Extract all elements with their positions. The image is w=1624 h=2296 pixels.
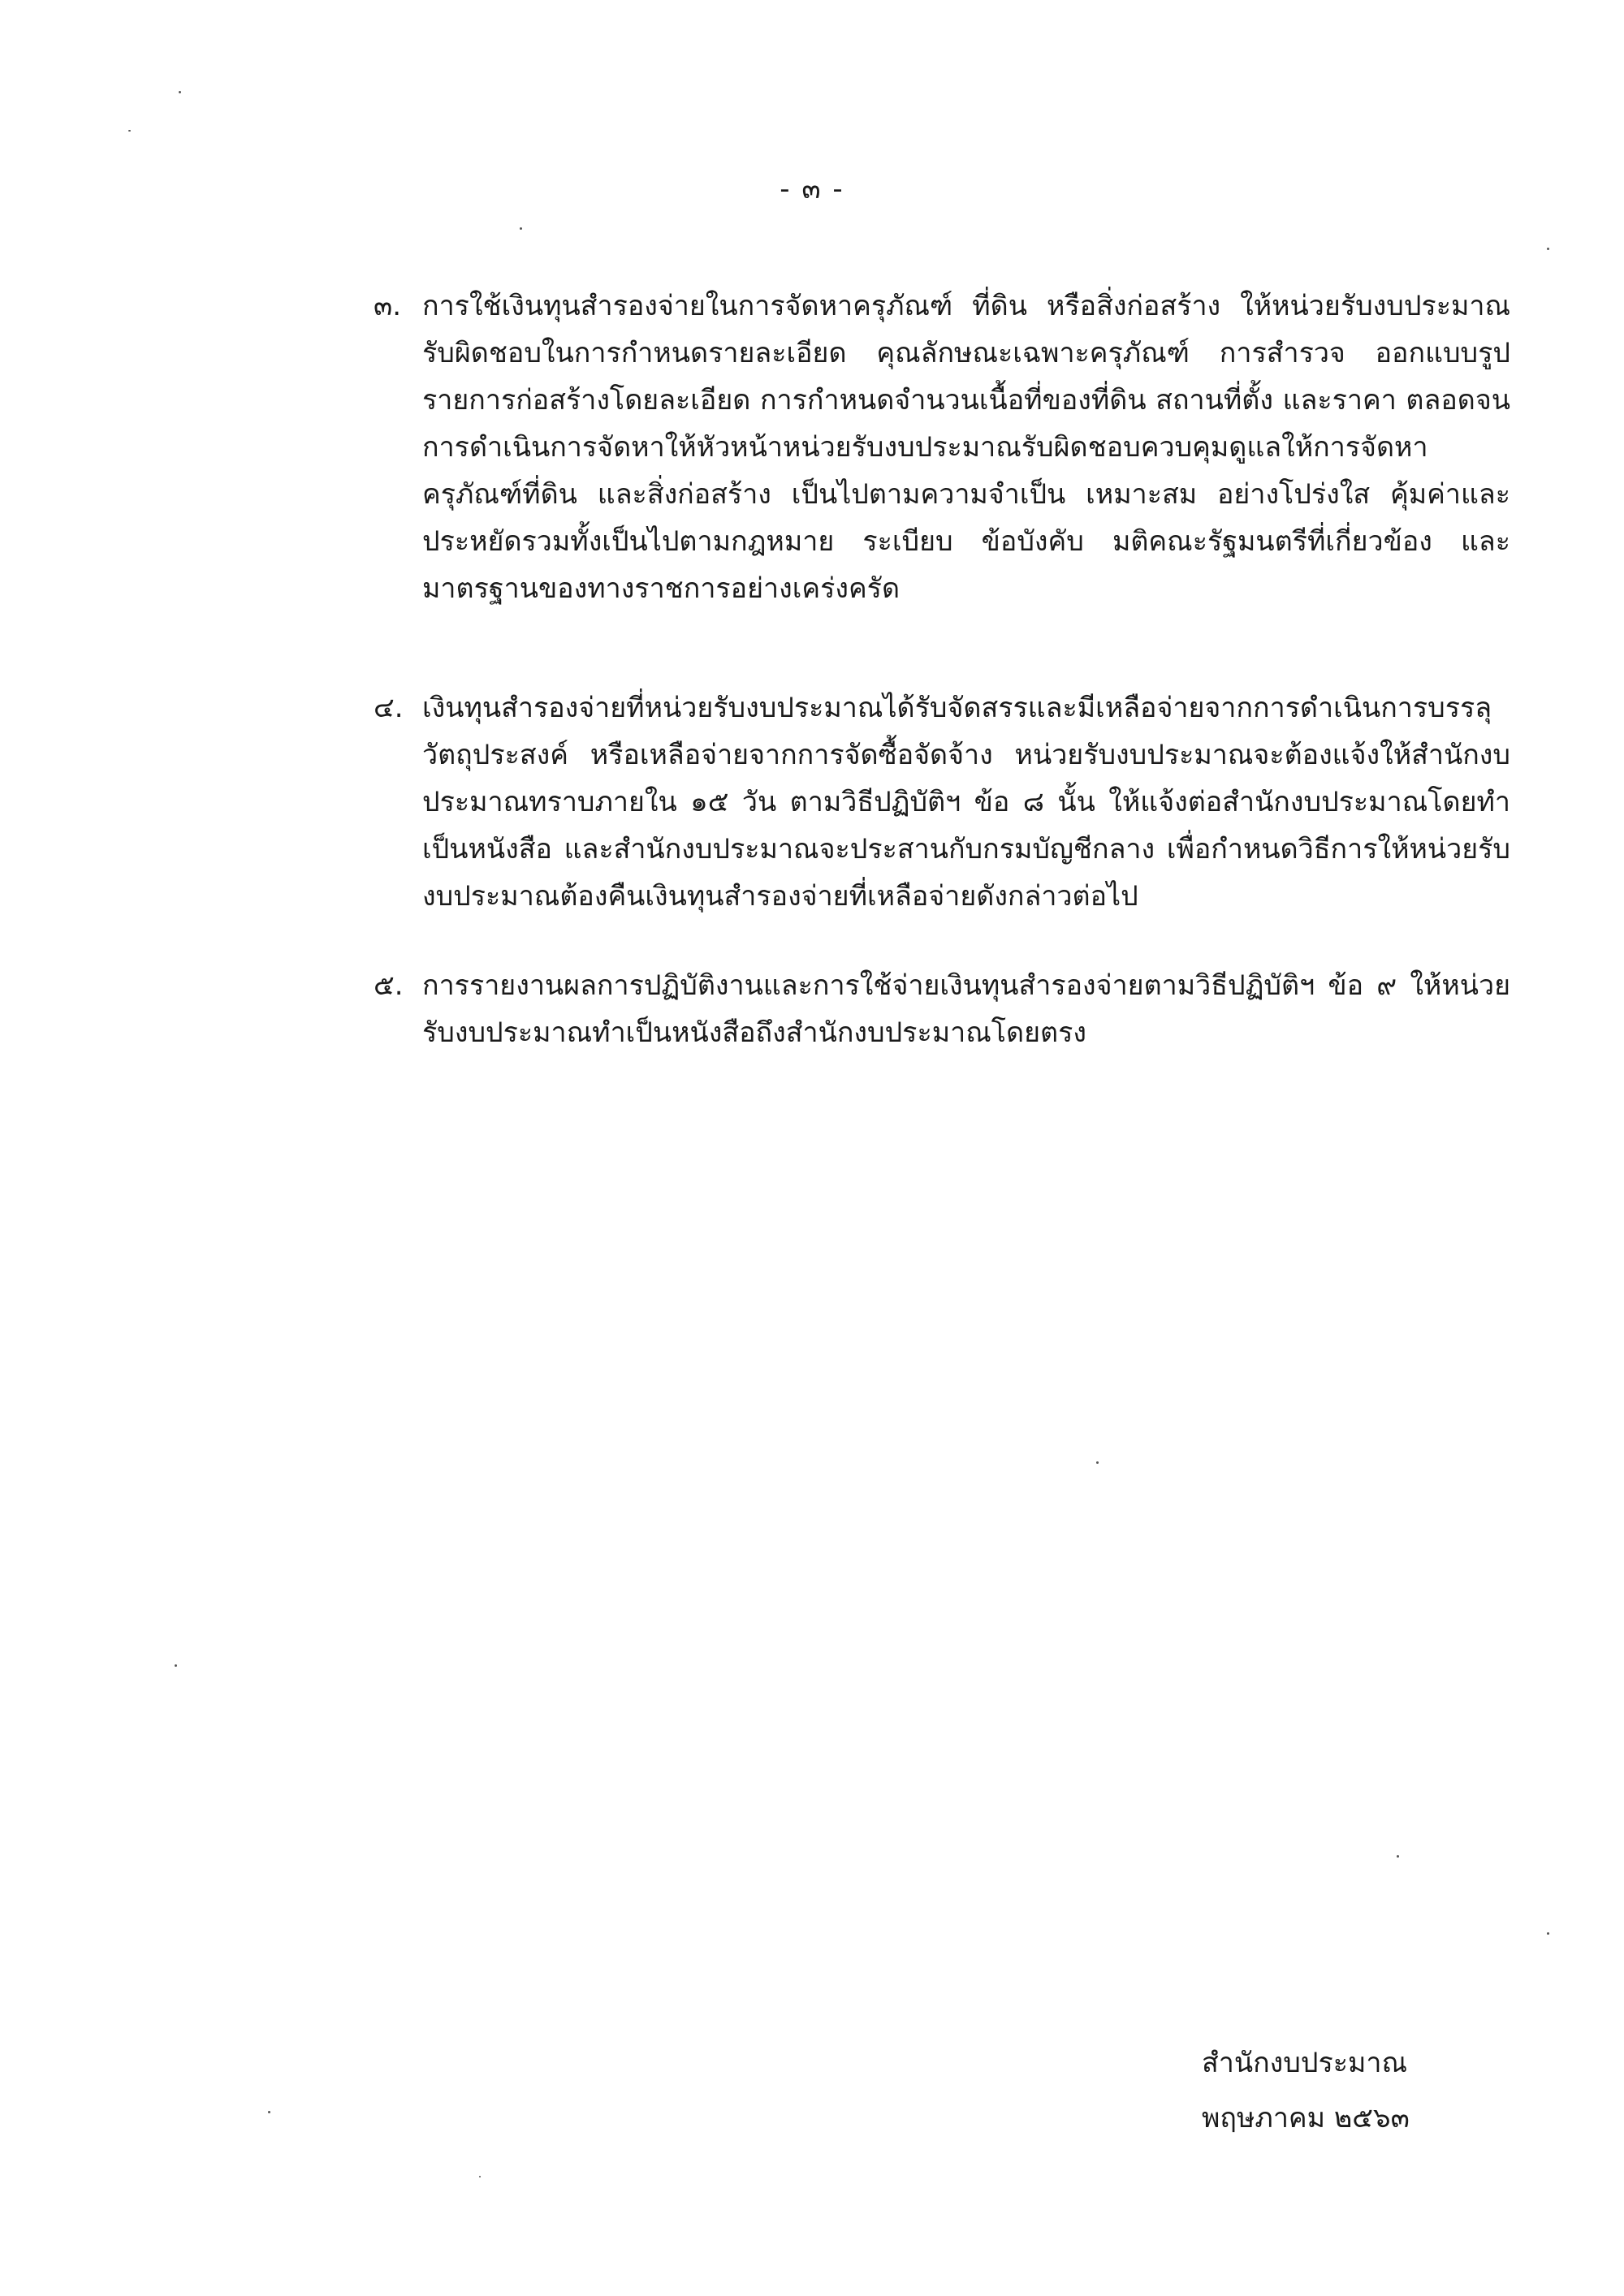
list-item <box>374 283 1510 612</box>
list-item <box>374 962 1510 1056</box>
item-number: ๕. <box>374 969 404 1002</box>
item-text: การรายงานผลการปฏิบัติงานและการใช้จ่ายเงินทุนสำรองจ่ายตามวิธีปฏิบัติฯ ข้อ ๙ ให้หน่วยรับงบประมาณทำเป็นหนังสือถึงสำนักงบประมาณโดยตรง <box>422 969 1510 1049</box>
page-number: - ๓ - <box>780 173 844 205</box>
scan-speck <box>1547 248 1549 250</box>
item-text: การใช้เงินทุนสำรองจ่ายในการจัดหาครุภัณฑ์ ที่ดิน หรือสิ่งก่อสร้าง ให้หน่วยรับงบประมาณรับผิดชอบในการกำหนดรายละเอียด คุณลักษณะเฉพาะครุภัณฑ์ การสำรวจ ออกแบบรูปรายการก่อสร้างโดยละเอียด การกำหนดจำนวนเนื้อที่ของที่ดิน สถานที่ตั้ง และราคา ตลอดจนการดำเนินการจัดหาให้หัวหน้าหน่วยรับงบประมาณรับผิดชอบควบคุมดูแลให้การจัดหาครุภัณฑ์ที่ดิน และสิ่งก่อสร้าง เป็นไปตามความจำเป็น เหมาะสม อย่างโปร่งใส คุ้มค่าและประหยัดรวมทั้งเป็นไปตามกฎหมาย ระเบียบ ข้อบังคับ มติคณะรัฐมนตรีที่เกี่ยวข้อง และมาตรฐานของทางราชการอย่างเคร่งครัด <box>422 290 1510 605</box>
item-number: ๔. <box>374 692 404 724</box>
scan-speck <box>179 91 181 93</box>
scan-speck <box>479 2176 481 2177</box>
scan-speck <box>520 227 522 230</box>
list-item <box>374 684 1510 920</box>
scan-speck <box>1397 1855 1399 1858</box>
issue-date: พฤษภาคม ๒๕๖๓ <box>1202 2102 1410 2134</box>
issuing-office: สำนักงบประมาณ <box>1202 2047 1408 2079</box>
scan-speck <box>1547 1932 1549 1935</box>
scan-speck <box>128 130 131 132</box>
scan-speck <box>268 2111 270 2113</box>
scan-speck <box>175 1664 177 1667</box>
scan-speck <box>1096 1461 1099 1464</box>
item-number: ๓. <box>374 290 402 322</box>
item-text: เงินทุนสำรองจ่ายที่หน่วยรับงบประมาณได้รับจัดสรรและมีเหลือจ่ายจากการดำเนินการบรรลุวัตถุประสงค์ หรือเหลือจ่ายจากการจัดซื้อจัดจ้าง หน่วยรับงบประมาณจะต้องแจ้งให้สำนักงบประมาณทราบภายใน ๑๕ วัน ตามวิธีปฏิบัติฯ ข้อ ๘ นั้น ให้แจ้งต่อสำนักงบประมาณโดยทำเป็นหนังสือ และสำนักงบประมาณจะประสานกับกรมบัญชีกลาง เพื่อกำหนดวิธีการให้หน่วยรับงบประมาณต้องคืนเงินทุนสำรองจ่ายที่เหลือจ่ายดังกล่าวต่อไป <box>422 692 1511 913</box>
